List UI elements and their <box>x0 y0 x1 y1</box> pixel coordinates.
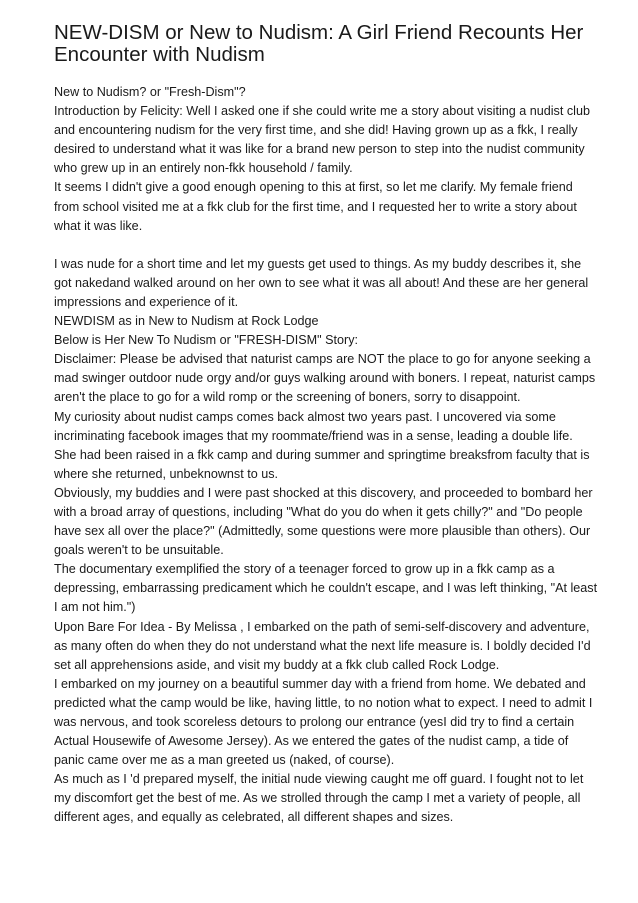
paragraph-discovery: Upon Bare For Idea - By Melissa , I embarked on the path of semi-self-discovery and adventure, as many often do when they do not understand what the next life measure is. I boldly decided I'd set all apprehensions aside, and visit my buddy at a fkk club called Rock Lodge. <box>54 619 591 672</box>
paragraph-disclaimer: Disclaimer: Please be advised that naturist camps are NOT the place to go for anyone seeking a mad swinger outdoor nude orgy and/or guys walking around with boners. I repeat, naturist camps aren't the place to go for a wild romp or the screening of boners, sorry to disappoint. <box>54 352 596 405</box>
paragraph-journey: I embarked on my journey on a beautiful summer day with a friend from home. We debated and predicted what the camp would be like, having little, to no notion what to expect. I need to admit I was nervous, and took scoreless detours to prolong our entrance (yesI did try to find a certain Actual Housewife of Awesome Jersey). As we entered the gates of the nudist camp, a tide of panic came over me as a man greeted us (naked, of course). <box>54 676 593 768</box>
paragraph-guests: I was nude for a short time and let my guests get used to things. As my buddy describes it, she got nakedand walked around on her own to see what it was all about! And these are her general impressions and experience of it. <box>54 256 589 309</box>
paragraph-documentary: The documentary exemplified the story of a teenager forced to grow up in a fkk camp as a depressing, embarrassing predicament which he couldn't escape, and I was left thinking, "At least I am not him.") <box>54 562 598 615</box>
paragraph-curiosity: My curiosity about nudist camps comes back almost two years past. I uncovered via some incriminating facebook images that my roommate/friend was in a sense, leading a double life. She had been raised in a fkk camp and during summer and springtime breaksfrom faculty that is where she returned, unbeknownst to us. <box>54 409 590 481</box>
paragraph-subtitle: New to Nudism? or "Fresh-Dism"? <box>54 85 246 99</box>
document-title: NEW-DISM or New to Nudism: A Girl Friend Recounts Her Encounter with Nudism <box>54 21 584 66</box>
paragraph-questions: Obviously, my buddies and I were past shocked at this discovery, and proceeded to bombard her with a broad array of questions, including "What do you do when it gets chilly?" and "Do people have sex all over the place?" (Admittedly, some questions were more plausible than others). Our goals weren't to be unsuitable. <box>54 485 593 558</box>
paragraph-clarification: It seems I didn't give a good enough opening to this at first, so let me clarify. My female friend from school visited me at a fkk club for the first time, and I requested her to write a story about what it was like. <box>54 180 577 233</box>
paragraph-first-impressions: As much as I 'd prepared myself, the initial nude viewing caught me off guard. I fought not to let my discomfort get the best of me. As we strolled through the camp I met a variety of people, all different ages, and equally as celebrated, all different shapes and sizes. <box>54 772 584 825</box>
paragraph-story-heading: Below is Her New To Nudism or "FRESH-DISM" Story: <box>54 333 359 348</box>
paragraph-heading-rock-lodge: NEWDISM as in New to Nudism at Rock Lodge <box>54 314 319 329</box>
paragraph-introduction: Introduction by Felicity: Well I asked one if she could write me a story about visiting a nudist club and encountering nudism for the very first time, and she did! Having grown up as a fkk, I really desired to understand what it was like for a brand new person to step into the nudist community who grew up in an entirely non-fkk household / family. <box>54 104 590 176</box>
